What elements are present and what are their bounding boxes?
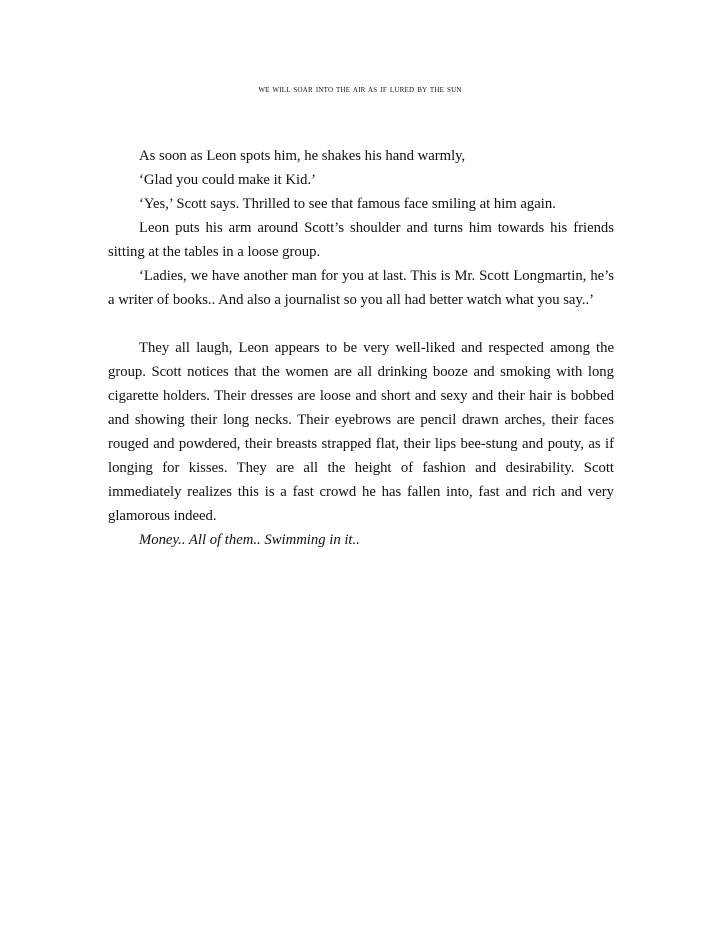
paragraph: They all laugh, Leon appears to be very well-liked and respected among the group. Scott notices that the women are all drinking booze and smoking with long cigarette holders. Their dresses are loose and short and sexy and their hair is bobbed and showing their long necks. Their eyebrows are pencil drawn arches, their faces rouged and powdered, their breasts strapped flat, their lips bee-stung and pouty, as if longing for kisses. They are all the height of fashion and desirability. Scott immediately realizes this is a fast crowd he has fallen into, fast and rich and very glamorous indeed.	[108, 340, 614, 524]
paragraph: ‘Ladies, we have another man for you at last. This is Mr. Scott Longmartin, he’s a writer of books.. And also a journalist so you all had better watch what you say..’	[108, 268, 614, 308]
paragraph: As soon as Leon spots him, he shakes his hand warmly,	[139, 148, 466, 164]
paragraph: Leon puts his arm around Scott’s shoulder and turns him towards his friends sitting at the tables in a loose group.	[108, 220, 614, 260]
paragraph: ‘Glad you could make it Kid.’	[139, 172, 317, 188]
paragraph-spacer	[108, 312, 614, 336]
paragraph: ‘Yes,’ Scott says. Thrilled to see that famous face smiling at him again.	[139, 196, 556, 212]
running-header: WE WILL SOAR INTO THE AIR AS IF LURED BY THE SUN	[258, 86, 462, 94]
italic-paragraph: Money.. All of them.. Swimming in it..	[139, 532, 360, 548]
body-text	[108, 144, 614, 552]
